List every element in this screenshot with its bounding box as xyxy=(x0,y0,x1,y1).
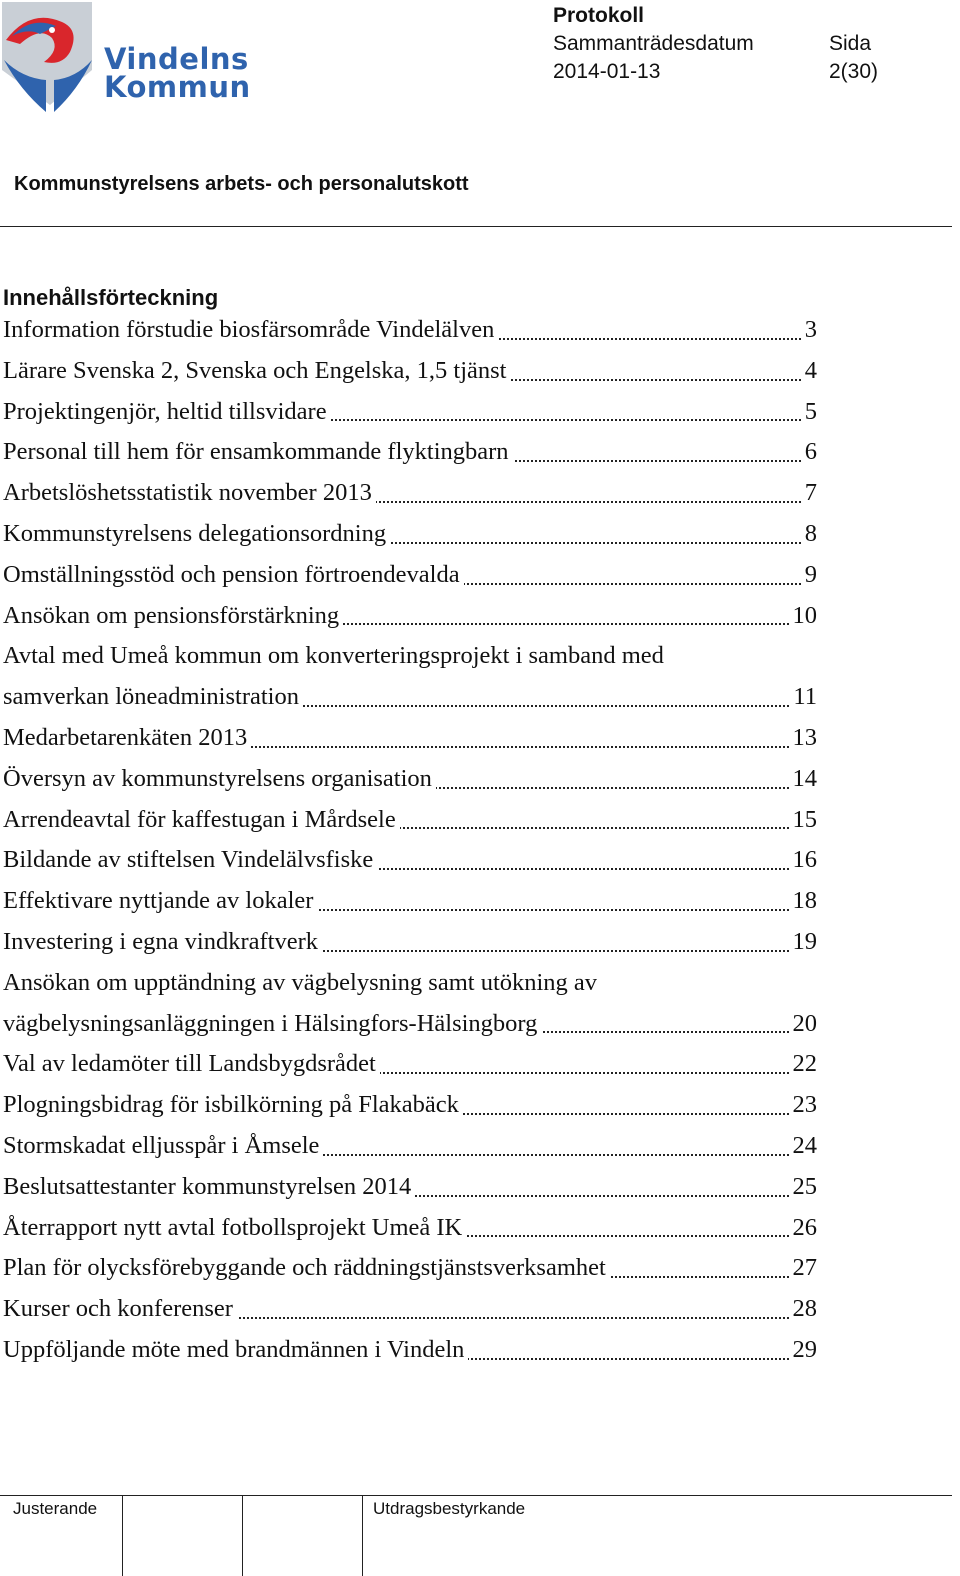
toc-entry-title: Översyn av kommunstyrelsens organisation xyxy=(3,765,436,792)
toc-entry-title: Omställningsstöd och pension förtroendevalda xyxy=(3,561,464,588)
toc-entry-page: 9 xyxy=(802,555,817,596)
toc-entry-page: 20 xyxy=(790,1004,818,1045)
toc-entry-title: Investering i egna vindkraftverk xyxy=(3,928,322,955)
toc-entry-title: samverkan löneadministration xyxy=(3,683,303,710)
logo-line2: Kommun xyxy=(104,70,251,104)
toc-entry-page: 27 xyxy=(790,1248,818,1289)
toc-entry-page: 14 xyxy=(790,759,818,800)
toc-entry-page: 5 xyxy=(802,392,817,433)
toc-entry[interactable] xyxy=(3,636,817,677)
toc-entry[interactable] xyxy=(3,1085,817,1126)
toc-entry-title: Bildande av stiftelsen Vindelälvsfiske xyxy=(3,846,377,873)
toc-entry-page: 19 xyxy=(790,922,818,963)
footer-justerande-label: Justerande xyxy=(13,1499,98,1518)
toc-entry-title: Personal till hem för ensamkommande flyktingbarn xyxy=(3,438,513,465)
toc-entry-title: Ansökan om upptändning av vägbelysning samt utökning av xyxy=(3,969,601,996)
toc-entry[interactable] xyxy=(3,922,817,963)
page-number: 2(30) xyxy=(829,60,879,83)
toc-entry[interactable] xyxy=(3,881,817,922)
toc-entry[interactable] xyxy=(3,310,817,351)
toc-entry[interactable] xyxy=(3,800,817,841)
toc-entry[interactable] xyxy=(3,963,817,1004)
toc-entry-title: Lärare Svenska 2, Svenska och Engelska, 1,5 tjänst xyxy=(3,357,510,384)
toc-entry[interactable] xyxy=(3,1330,817,1371)
toc-entry-page: 15 xyxy=(790,800,818,841)
toc-entry-title: Kommunstyrelsens delegationsordning xyxy=(3,520,390,547)
toc-entry[interactable] xyxy=(3,1289,817,1330)
toc-entry-page: 24 xyxy=(790,1126,818,1167)
footer-divider xyxy=(0,1495,952,1496)
toc-entry-page: 16 xyxy=(790,840,818,881)
toc-entry-title: Ansökan om pensionsförstärkning xyxy=(3,602,343,629)
toc-entry-page: 28 xyxy=(790,1289,818,1330)
toc-entry[interactable] xyxy=(3,718,817,759)
toc-entry-page: 4 xyxy=(802,351,817,392)
logo-wordmark xyxy=(104,42,251,104)
toc-entry-title: Återrapport nytt avtal fotbollsprojekt Umeå IK xyxy=(3,1214,466,1241)
footer-cell-divider xyxy=(242,1495,243,1576)
toc-entry[interactable] xyxy=(3,596,817,637)
footer-utdrag-label: Utdragsbestyrkande xyxy=(373,1499,526,1518)
toc-entry[interactable] xyxy=(3,1167,817,1208)
toc-entry[interactable] xyxy=(3,840,817,881)
toc-entry[interactable] xyxy=(3,1004,817,1045)
toc-list xyxy=(3,310,817,1371)
toc-entry[interactable] xyxy=(3,1044,817,1085)
toc-entry-page: 29 xyxy=(790,1330,818,1371)
meeting-date-label: Sammanträdesdatum xyxy=(553,32,754,55)
toc-entry-title: Plan för olycksförebyggande och räddningstjänstsverksamhet xyxy=(3,1254,610,1281)
toc-title: Innehållsförteckning xyxy=(3,285,219,310)
footer-cell-divider xyxy=(362,1495,363,1576)
toc-entry-title: Arrendeavtal för kaffestugan i Mårdsele xyxy=(3,806,400,833)
toc-entry[interactable] xyxy=(3,677,817,718)
toc-entry[interactable] xyxy=(3,392,817,433)
toc-entry-title: vägbelysningsanläggningen i Hälsingfors-Hälsingborg xyxy=(3,1010,541,1037)
toc-entry-title: Stormskadat elljusspår i Åmsele xyxy=(3,1132,323,1159)
toc-entry-page: 3 xyxy=(802,310,817,351)
toc-entry[interactable] xyxy=(3,1208,817,1249)
toc-entry-page: 6 xyxy=(802,432,817,473)
document-type: Protokoll xyxy=(553,4,645,27)
header-divider xyxy=(0,226,952,227)
toc-entry-page: 25 xyxy=(790,1167,818,1208)
toc-entry-page: 22 xyxy=(790,1044,818,1085)
footer-cell-divider xyxy=(122,1495,123,1576)
toc-entry-title: Uppföljande möte med brandmännen i Vindeln xyxy=(3,1336,468,1363)
page-label: Sida xyxy=(829,32,872,55)
municipality-logo xyxy=(0,0,250,118)
toc-entry-page: 13 xyxy=(790,718,818,759)
toc-entry[interactable] xyxy=(3,514,817,555)
toc-entry-page: 10 xyxy=(790,596,818,637)
toc-entry-title: Val av ledamöter till Landsbygdsrådet xyxy=(3,1050,380,1077)
toc-entry[interactable] xyxy=(3,432,817,473)
meeting-date-value: 2014-01-13 xyxy=(553,60,661,83)
toc-entry-page: 23 xyxy=(790,1085,818,1126)
toc-entry-title: Effektivare nyttjande av lokaler xyxy=(3,887,317,914)
toc-entry-title: Information förstudie biosfärsområde Vindelälven xyxy=(3,316,498,343)
toc-entry-title: Plogningsbidrag för isbilkörning på Flakabäck xyxy=(3,1091,463,1118)
toc-entry[interactable] xyxy=(3,473,817,514)
toc-entry[interactable] xyxy=(3,351,817,392)
toc-entry-page: 8 xyxy=(802,514,817,555)
toc-entry-page: 18 xyxy=(790,881,818,922)
toc-entry-title: Kurser och konferenser xyxy=(3,1295,237,1322)
toc-entry[interactable] xyxy=(3,1248,817,1289)
toc-entry-page: 26 xyxy=(790,1208,818,1249)
toc-entry-page: 11 xyxy=(790,677,817,718)
toc-entry[interactable] xyxy=(3,759,817,800)
toc-entry[interactable] xyxy=(3,1126,817,1167)
toc-entry-title: Arbetslöshetsstatistik november 2013 xyxy=(3,479,376,506)
toc-entry-title: Beslutsattestanter kommunstyrelsen 2014 xyxy=(3,1173,415,1200)
toc-entry-title: Medarbetarenkäten 2013 xyxy=(3,724,251,751)
toc-entry-title: Projektingenjör, heltid tillsvidare xyxy=(3,398,331,425)
toc-entry-page: 7 xyxy=(802,473,817,514)
logo-emblem-icon xyxy=(0,0,100,118)
committee-name: Kommunstyrelsens arbets- och personalutskott xyxy=(14,173,469,195)
logo-line1: Vindelns xyxy=(104,42,249,76)
toc-entry-title: Avtal med Umeå kommun om konverteringsprojekt i samband med xyxy=(3,642,668,669)
toc-entry[interactable] xyxy=(3,555,817,596)
